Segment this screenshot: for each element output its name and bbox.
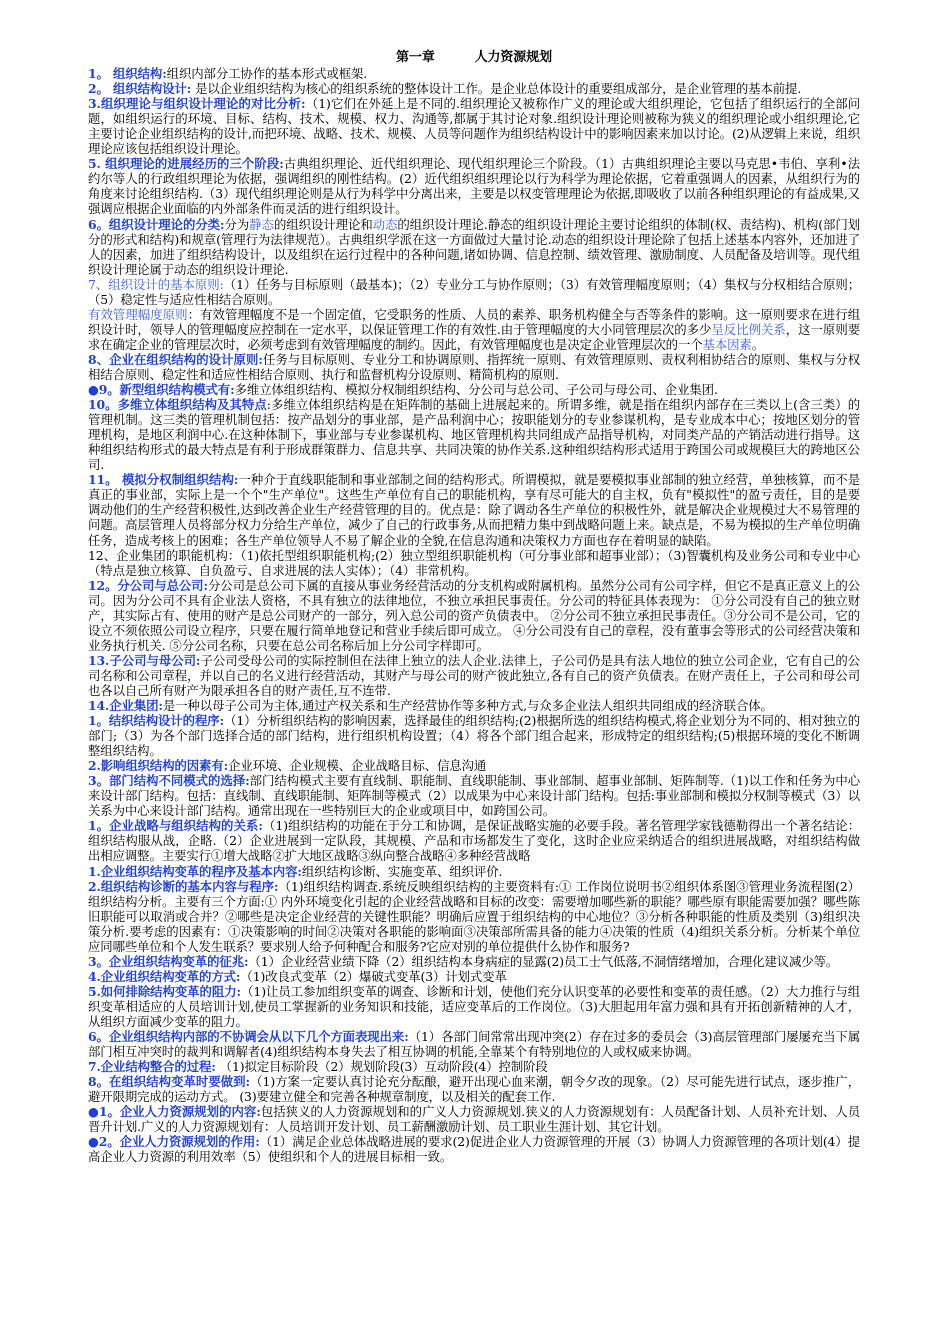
paragraph-p3 xyxy=(88,96,860,156)
paragraph-p26 xyxy=(88,1059,860,1074)
body-text: （1)让员工参加组织变革的调查、诊断和计划，使他们充分认识变革的必要性和变革的责任感。（2）大力推行与组织变革相适应的人员培训计划,使员工掌握新的业务知识和技能，适应变革后的工作岗位。（3)大胆起用年富力强和具有开拓创新精神的人才，从组织方面减少变革的阻力。 xyxy=(88,983,861,1029)
body-text: （1）分析组织结构的影响因素，选择最佳的组织结构;(2)根据所选的组织结构模式,将企业划分为不同的、相对独立的部门;（3）为各个部门选择合适的部门结构，进行组织机构设置；（4）将各个部门组合起来，形成特定的组织结构;(5)根据环境的变化不断调整组织结构。 xyxy=(88,713,860,759)
paragraph-p14 xyxy=(88,653,860,698)
paragraph-p16 xyxy=(88,713,860,758)
body-text: 古典组织理论、近代组织理论、现代组织理论三个阶段。（1）古典组织理论主要以马克思•韦伯、享利•法约尔等人的行政组织理论为依据，强调组织的刚性结构。(2）近代组织组织理论以行为科学为理论依据，它着重强调人的因素，从组织行为的角度来讨论组织结构.（3）现代组织理论则是从行为科学中分离出来，主要是以权变管理理论为依据,即吸收了以前各种组织理论的有益成果,又强调应根据企业面临的内外部条件而灵活的进行组织设计。 xyxy=(88,156,860,217)
section-heading: 1。企业战略与组织结构的关系: xyxy=(88,818,263,834)
section-heading: ●1。企业人力资源规划的内容: xyxy=(88,1104,261,1120)
section-heading: 3.组织理论与组织设计理论的对比分析: xyxy=(88,96,306,112)
section-heading: 7.企业结构整合的过程: xyxy=(88,1059,216,1075)
section-heading: 12。分公司与总公司: xyxy=(88,577,208,593)
body-text: （1)组织结构调查.系统反映组织结构的主要资料有:① 工作岗位说明书②组织体系图③管理业务流程图(2）组织结构分析。主要有三个方面:① 内外环境变化引起的企业经营战略和目标的改变：需要增加哪些新的职能？哪些原有职能需要加强？哪些陈旧职能可以取消或合并？②哪些是决定企业经营的关键性职能？明确后应置于组织结构的中心地位？③分析各种职能的性质及类别（3)组织决策分析.要考虑的因素有：①决策影响的时间②决策对各职能的影响面③决策部所需具备的能力④决策的性质（4)组织关系分析。分析某个单位应同哪些单位和个人发生联系？要求别人给予何种配合和服务?它应对别的单位提供什么协作和服务? xyxy=(88,878,860,954)
paragraph-p11 xyxy=(88,472,860,547)
body-text: 一种介于直线职能制和事业部制之间的结构形式。所谓模拟，就是要模拟事业部制的独立经营，单独核算，而不是真正的事业部，实际上是一个个"生产单位"。这些生产单位有自己的职能机构，享有尽可能大的自主权，负有"模拟性"的盈亏责任，目的是要调动他们的生产经营积极性,达到改善企业生产经营管理的目的。优点是：除了调动各生产单位的积极性外，就是解决企业规模过大不易管理的问题。高层管理人员将部分权力分给生产单位，减少了自己的行政事务,从而把精力集中到战略问题上来。缺点是，不易为模拟的生产单位明确任务，造成考核上的困难；各生产单位领导人不易了解企业的全貌,在信息沟通和决策权力方面也存在着明显的缺陷。 xyxy=(88,472,861,548)
body-text: 组织结构诊断、实施变革、组织评价. xyxy=(301,863,503,879)
body-text: （1)方案一定要认真讨论充分酝酿，避开出现心血来潮，朝令夕改的现象。（2）尽可能先进行试点，逐步推广，避开限期完成的运动方式。 (3)要建立健全和完善各种规章制度，以及相关的配套工作. xyxy=(88,1074,860,1105)
body-text: 的组织设计理论和 xyxy=(273,216,373,232)
body-text: （1）企业经营业绩下降（2）组织结构本身病症的显露(2)员工士气低落,不洞情绪增加，合理化建议减少等。 xyxy=(248,953,839,969)
section-heading: 14.企业集团: xyxy=(88,698,163,714)
paragraph-p22 xyxy=(88,954,860,969)
body-text: 。 xyxy=(751,336,764,352)
paragraph-p6 xyxy=(88,277,860,307)
section-heading: ●9。新型组织结构模式有: xyxy=(88,382,235,398)
paragraph-p27 xyxy=(88,1074,860,1104)
body-text: 12、企业集团的职能机构：（1)依托型组织职能机构;(2）独立型组织职能机构（可分事业部和超事业部）；（3)智囊机构及业务公司和专业中心（特点是独立核算、自负盈亏、自求进展的法人实体）；（4）非常机构。 xyxy=(88,547,860,578)
body-text: 分为 xyxy=(224,216,250,232)
paragraph-p21 xyxy=(88,879,860,954)
paragraph-p17 xyxy=(88,758,860,773)
paragraph-p20 xyxy=(88,864,860,879)
body-text: 包括狭义的人力资源规划和的广义人力资源规划.狭义的人力资源规划有：人员配备计划、人员补充计划、人员晋升计划.广义的人力资源规划有：人员培训开发计划、员工薪酬激励计划、员工职业生涯计划、其它计划。 xyxy=(88,1104,860,1135)
section-heading: 6。组织设计理论的分类: xyxy=(88,216,225,232)
section-heading: 10。多维立体组织结构及其特点 xyxy=(88,397,267,413)
body-text: 子公司受母公司的实际控制但在法律上独立的法人企业.法律上，子公司仍是具有法人地位的独立公司企业，它有自己的公司名称和公司章程，并以自己的名义进行经营活动，其财产与母公司的财产彼此独立,各有自己的资产负债表。在财产责任上，子公司和母公司也各以自己所有财产为限承担各自的财产责任,互不连带. xyxy=(88,652,861,698)
highlighted-term: 有效管理幅度原则 xyxy=(88,306,188,322)
highlighted-term: 静态 xyxy=(249,216,274,232)
section-heading: 8、企业在组织结构的设计原则: xyxy=(88,351,263,367)
section-heading: 11。 模拟分权制组织结构: xyxy=(88,472,239,488)
section-heading: 13.子公司与母公司: xyxy=(88,652,201,668)
paragraph-p1 xyxy=(88,66,860,81)
paragraph-p9 xyxy=(88,382,860,397)
highlighted-term: 呈反比例关系 xyxy=(711,321,786,337)
document-body xyxy=(88,66,860,1164)
paragraph-p18 xyxy=(88,773,860,818)
paragraph-p24 xyxy=(88,984,860,1029)
section-heading: 2。 组织结构设计: xyxy=(88,81,192,97)
section-heading: 3。部门结构不同模式的选择: xyxy=(88,773,250,789)
body-text: （1）满足企业总体战略进展的要求(2)促进企业人力资源管理的开展（3）协调人力资源管理的各项计划(4）提高企业人力资源的利用效率（5）使组织和个人的进展目标相一致。 xyxy=(88,1134,860,1165)
body-text: 企业环境、企业规模、企业战略目标、信息沟通 xyxy=(228,758,487,774)
paragraph-p4 xyxy=(88,156,860,216)
section-heading: 1。结织结构设计的程序: xyxy=(88,713,225,729)
body-text: 组织内部分工协作的基本形式或框架. xyxy=(166,66,368,82)
paragraph-p10 xyxy=(88,397,860,472)
document-page xyxy=(88,50,860,1164)
body-text: ：有效管理幅度不是一个固定值，它受职务的性质、人员的素养、职务机构健全与否等条件的影响。这一原则要求在进行组织设计时，领导人的管理幅度应控制在一定水平，以保证管理工作的有效性.由于管理幅度的大小同管理层次的多少 xyxy=(88,306,860,337)
body-text: 是以企业组织结构为核心的组织系统的整体设计工作。是企业总体设计的重要组成部分，是企业管理的基本前提. xyxy=(191,81,802,97)
section-heading: 1.企业组织结构变革的程序及基本内容: xyxy=(88,863,302,879)
body-text: ，这一原则要求在确定企业的管理层次时，必须考虑到有效管理幅度的制约。因此，有效管理幅度也是决定企业管理层次的一个 xyxy=(88,321,861,352)
section-heading: 6。企业组织结构内部的不协调会从以下几个方面表现出来: xyxy=(88,1029,409,1045)
paragraph-p28 xyxy=(88,1104,860,1134)
body-text: 是一种以母子公司为主体,通过产权关系和生产经营协作等多种方式,与众多企业法人组织共同组成的经济联合体。 xyxy=(162,698,773,714)
body-text: （1)改良式变革（2）爆破式变革(3）计划式变革 xyxy=(240,968,507,984)
paragraph-p2 xyxy=(88,81,860,96)
highlighted-term: 7、组织设计的基本原则: xyxy=(88,276,224,292)
paragraph-p15 xyxy=(88,698,860,713)
paragraph-p7 xyxy=(88,307,860,352)
paragraph-p8 xyxy=(88,352,860,382)
body-text: 分公司是总公司下属的直接从事业务经营活动的分支机构或附属机构。虽然分公司有公司字样，但它不是真正意义上的公司。因为分公司不具有企业法人资格，不具有独立的法律地位，不独立承担民事责任。分公司的特征具体表现为： ①分公司没有自己的独立财产，其实际占有、使用的财产是总公司财产的一部分，列入总公司的资产负债表中。 ②分公司不独立承担民事责任。③分公司不是公司，它的设立不须依照公司设立程序，只要在履行简单地登记和营业手续后即可成立。 ④分公司没有自己的章程，没有董事会等形式的公司经营决策和业务执行机关. ⑤分公司名称，只要在总公司名称后加上分公司字样即可。 xyxy=(88,577,860,653)
section-heading: 1。 组织结构: xyxy=(88,66,167,82)
body-text: 的组织设计理论.静态的组织设计理论主要讨论组织的体制(权、责结构)、机构(部门划分的形式和结构)和规章(管理行为法律规范）。古典组织学派在这一方面做过大量讨论.动态的组织设计理论除了包括上述基本内容外，还加进了人的因素，加进了组织结构设计，以及组织在运行过程中的各种问题,诸如协调、信息控制、绩效管理、激励制度、人员配备及培训等。现代组织设计理论属于动态的组织设计理论. xyxy=(88,216,861,277)
paragraph-p29 xyxy=(88,1134,860,1164)
body-text: :多维立体组织结构是在矩阵制的基础上进展起来的。所谓多维，就是指在组织内部存在三类以上(含三类）的管理机制。这三类的管理机制包括：按产品划分的事业部，是产品利润中心；按职能划分的专业参谋机构，是专业成本中心；按地区划分的管理机构，是地区利润中心.在这种体制下，事业部与专业参谋机构、地区管理机构共同组成产品指导机构，对同类产品的产销活动进行指导。这种组织结构形式的最大特点是有利于形成群策群力、信息共享、共同决策的协作关系.这种组织结构形式适用于跨国公司或规模巨大的跨地区公司. xyxy=(88,397,861,473)
paragraph-p25 xyxy=(88,1029,860,1059)
body-text: （1)拟定目标阶段（2）规划阶段(3）互动阶段(4）控制阶段 xyxy=(215,1059,548,1075)
paragraph-p5 xyxy=(88,217,860,277)
highlighted-term: 动态 xyxy=(372,216,398,232)
section-heading: ●2。企业人力资源规划的作用: xyxy=(88,1134,260,1150)
body-text: 多维立体组织结构、模拟分权制组织结构、分公司与总公司、子公司与母公司、企业集团. xyxy=(234,382,718,398)
section-heading: 5. 组织理论的进展经历的三个阶段: xyxy=(88,156,284,172)
paragraph-p12 xyxy=(88,548,860,578)
paragraph-p23 xyxy=(88,969,860,984)
body-text: 任务与目标原则、专业分工和协调原则、指挥统一原则、有效管理原则、责权利相协结合的原则、集权与分权相结合原则、稳定性和适应性相结合原则、执行和监督机构分设原则、精简机构的原则. xyxy=(88,351,860,382)
section-heading: 8。在组织结构变革时要做到: xyxy=(88,1074,251,1090)
body-text: 部门结构模式主要有直线制、职能制、直线职能制、事业部制、超事业部制、矩阵制等.（1)以工作和任务为中心来设计部门结构。包括：直线制、直线职能制、矩阵制等模式（2）以成果为中心来设计部门结构。包括:事业部制和模拟分权制等模式（3）以关系为中心来设计部门结构。通常出现在一些特别巨大的企业或项目中，如跨国公司。 xyxy=(88,773,860,819)
page-title: 第一章 人力资源规划 xyxy=(396,50,552,65)
paragraph-p13 xyxy=(88,578,860,653)
paragraph-p19 xyxy=(88,818,860,863)
section-heading: 5.如何排除结构变革的阻力: xyxy=(88,983,242,999)
body-text: （1）各部门间常常出现冲突(2）存在过多的委员会（3)高层管理部门屡屡充当下属部门相互冲突时的裁判和调解者(4)组织结构本身失去了相互协调的机能,全靠某个有特别地位的人或权威来协调。 xyxy=(88,1029,860,1060)
body-text: （1)组织结构的功能在于分工和协调，是保证战略实施的必要手段。著名管理学家钱德勒得出一个著名结论：组织结构服从战，企略.（2）企业进展到一定队段，其规模、产品和市场都发生了变化，这时企业应采纳适合的组织进展战略，对组织结构做出相应调整。主要实行①增大战略②扩大地区战略③纵向整合战略④多种经营战略 xyxy=(88,818,860,864)
body-text: （1）任务与目标原则（最基本)；（2）专业分工与协作原则；（3）有效管理幅度原则；（4）集权与分权相结合原则；（5）稳定性与适应性相结合原则。 xyxy=(88,276,860,307)
section-heading: 4.企业组织结构变革的方式: xyxy=(88,968,241,984)
highlighted-term: 基本因素 xyxy=(702,336,752,352)
section-heading: 2.影响组织结构的因素有: xyxy=(88,758,229,774)
section-heading: 2.组织结构诊断的基本内容与程序: xyxy=(88,878,279,894)
body-text: （1)它们在外延上是不同的.组织理论又被称作广义的理论或大组织理论，它包括了组织运行的全部问题，如组织运行的环境、目标、结构、技术、规模、权力、沟通等,都属于其讨论对象.组织设计理论则被称为狭义的组织理论或小组织理论,它主要讨论企业组织结构的设计,而把环境、战略、技术、规模、人员等问题作为组织结构设计中的影响因素来加以讨论。(2)从逻辑上来说，组织理论应该包括组织设计理论。 xyxy=(88,96,861,157)
section-heading: 3。企业组织结构变革的征兆: xyxy=(88,953,249,969)
